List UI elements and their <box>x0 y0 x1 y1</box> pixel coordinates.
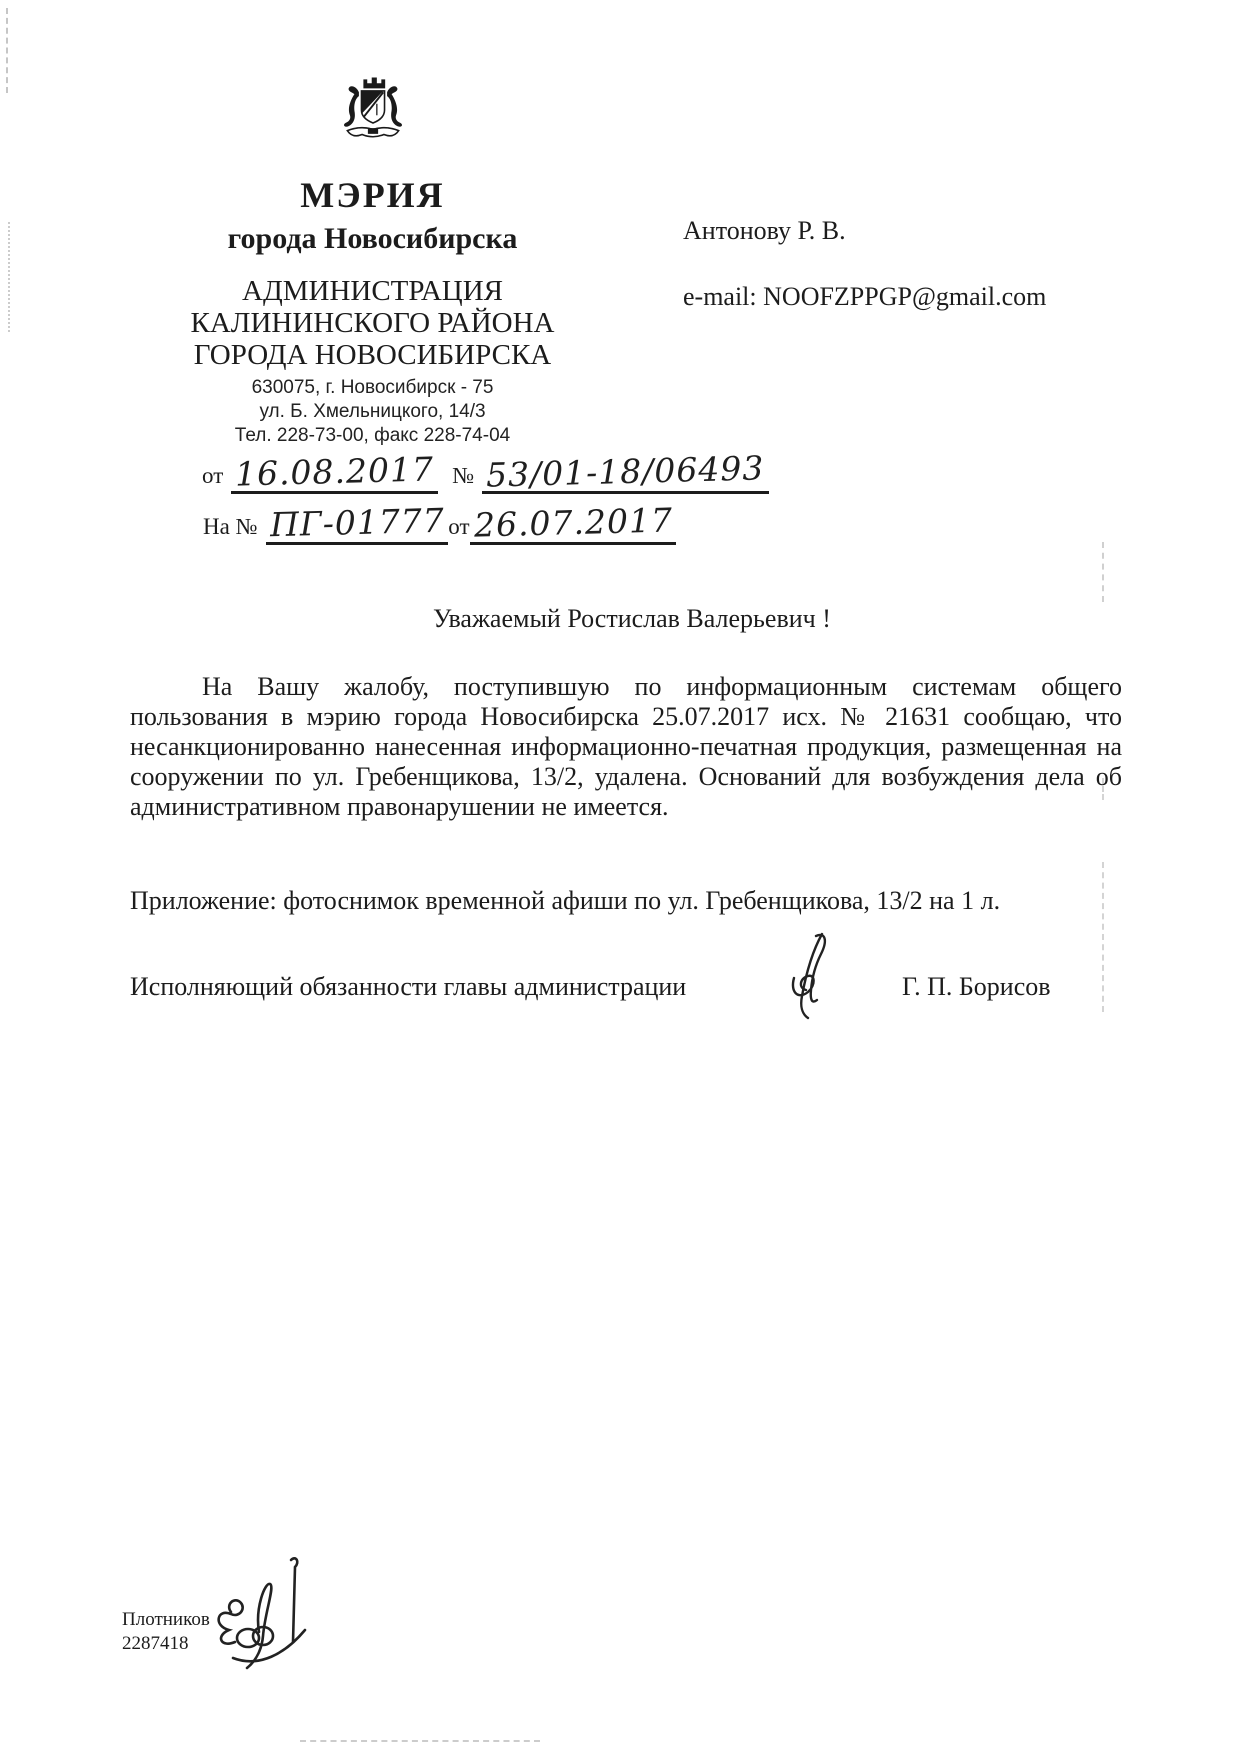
scan-artifact-right-1 <box>1102 542 1104 602</box>
incoming-date-handwritten: 26.07.2017 <box>473 500 673 545</box>
body-paragraph: На Вашу жалобу, поступившую по информационным системам общего пользования в мэрию города Новосибирска 25.07.2017 исх. № 21631 сообщаю, что несанкционированно нанесенная информационно-печатная продукция, размещенная на сооружении по ул. Гребенщикова, 13/2, удалена. Оснований для возбуждения дела об административном правонарушении не имеется. <box>130 672 1122 821</box>
ref-label-from: от <box>202 463 224 488</box>
outgoing-reference-line <box>202 448 769 495</box>
department-line: АДМИНИСТРАЦИЯ <box>242 275 503 307</box>
recipient-name: Антонову Р. В. <box>683 216 846 245</box>
salutation: Уважаемый Ростислав Валерьевич ! <box>433 604 831 633</box>
ref-label-reply-to: На № <box>203 514 258 539</box>
executor-phone: 2287418 <box>122 1633 189 1654</box>
address-line: 630075, г. Новосибирск - 75 <box>251 377 494 398</box>
email-address: NOOFZPPGP@gmail.com <box>763 282 1047 311</box>
org-name-line2: города Новосибирска <box>227 222 518 255</box>
email-label: e-mail: <box>683 282 757 311</box>
department-line: ГОРОДА НОВОСИБИРСКА <box>193 339 552 371</box>
borisov-signature-scribble <box>782 930 838 1022</box>
outgoing-date-handwritten: 16.08.2017 <box>234 449 435 494</box>
letterhead <box>150 73 595 448</box>
incoming-reference-line <box>203 500 676 545</box>
org-name-line1: МЭРИЯ <box>300 175 445 215</box>
address-block <box>150 376 595 448</box>
recipient-block <box>683 216 1046 312</box>
scan-artifact-left-top <box>6 8 8 93</box>
address-line: Тел. 228-73-00, факс 228-74-04 <box>234 425 511 446</box>
signer-name: Г. П. Борисов <box>902 972 1051 1001</box>
plotnikov-signature-scribble <box>203 1550 315 1675</box>
signer-position-title: Исполняющий обязанности главы администрации <box>130 972 687 1001</box>
ref-label-number: № <box>452 463 475 488</box>
address-line: ул. Б. Хмельницкого, 14/3 <box>259 401 486 422</box>
department-line: КАЛИНИНСКОГО РАЙОНА <box>190 307 555 339</box>
incoming-number-handwritten: ПГ-01777 <box>269 500 445 545</box>
scan-artifact-left-mid <box>8 222 10 332</box>
scan-artifact-bottom <box>300 1740 540 1742</box>
signature-row <box>130 972 1120 1002</box>
attachment-line: Приложение: фотоснимок временной афиши по ул. Гребенщикова, 13/2 на 1 л. <box>130 886 1001 915</box>
ref-label-reply-from: от <box>448 514 470 539</box>
recipient-email-line <box>683 282 1046 312</box>
executor-name: Плотников <box>122 1609 210 1630</box>
coat-of-arms-icon <box>328 73 418 155</box>
executor-block <box>122 1608 210 1656</box>
department-name <box>150 275 595 371</box>
outgoing-number-handwritten: 53/01-18/06493 <box>485 448 765 495</box>
